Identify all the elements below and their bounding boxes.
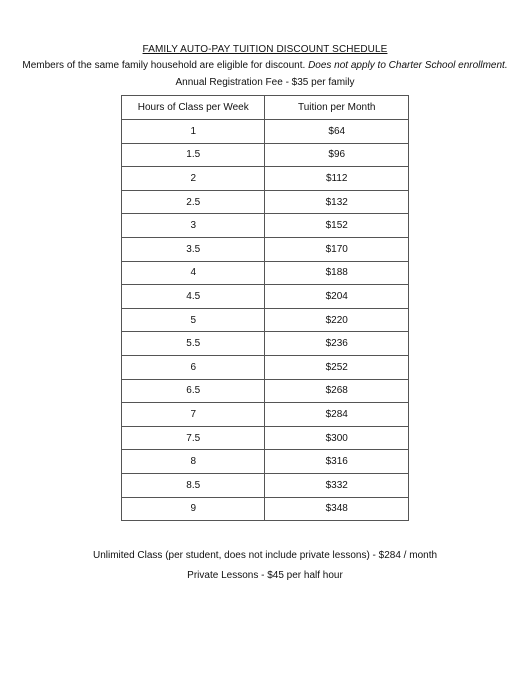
tuition-cell: $236 <box>265 332 409 356</box>
hours-cell: 5.5 <box>122 332 265 356</box>
unlimited-class-note: Unlimited Class (per student, does not include private lessons) - $284 / month <box>92 550 438 561</box>
tuition-cell: $300 <box>265 426 409 450</box>
table-row <box>122 473 409 497</box>
tuition-cell: $112 <box>265 167 409 191</box>
table-row <box>122 379 409 403</box>
table-row <box>122 450 409 474</box>
table-row <box>122 285 409 309</box>
hours-cell: 7 <box>122 403 265 427</box>
tuition-cell: $204 <box>265 285 409 309</box>
table-header-row <box>122 96 409 120</box>
table-row <box>122 167 409 191</box>
tuition-cell: $132 <box>265 190 409 214</box>
tuition-cell: $188 <box>265 261 409 285</box>
tuition-cell: $220 <box>265 308 409 332</box>
hours-cell: 2.5 <box>122 190 265 214</box>
header-hours: Hours of Class per Week <box>122 96 265 120</box>
hours-cell: 9 <box>122 497 265 521</box>
table-row <box>122 332 409 356</box>
hours-cell: 6.5 <box>122 379 265 403</box>
hours-cell: 3.5 <box>122 237 265 261</box>
table-row <box>122 403 409 427</box>
header-tuition: Tuition per Month <box>265 96 409 120</box>
tuition-cell: $170 <box>265 237 409 261</box>
table-row <box>122 355 409 379</box>
tuition-cell: $252 <box>265 355 409 379</box>
tuition-cell: $348 <box>265 497 409 521</box>
tuition-table <box>121 95 409 521</box>
table-row <box>122 497 409 521</box>
hours-cell: 7.5 <box>122 426 265 450</box>
table-row <box>122 143 409 167</box>
hours-cell: 1 <box>122 120 265 144</box>
table-row <box>122 426 409 450</box>
private-lessons-note: Private Lessons - $45 per half hour <box>187 570 343 581</box>
eligibility-text: Members of the same family household are eligible for discount. <box>22 60 309 71</box>
hours-cell: 8.5 <box>122 473 265 497</box>
table-row <box>122 237 409 261</box>
tuition-cell: $284 <box>265 403 409 427</box>
hours-cell: 5 <box>122 308 265 332</box>
table-row <box>122 190 409 214</box>
tuition-cell: $152 <box>265 214 409 238</box>
hours-cell: 1.5 <box>122 143 265 167</box>
tuition-cell: $316 <box>265 450 409 474</box>
table-row <box>122 308 409 332</box>
table-row <box>122 120 409 144</box>
hours-cell: 4 <box>122 261 265 285</box>
registration-fee: Annual Registration Fee - $35 per family <box>175 77 355 88</box>
tuition-cell: $64 <box>265 120 409 144</box>
page-title: FAMILY AUTO-PAY TUITION DISCOUNT SCHEDULE <box>142 44 388 55</box>
table-row <box>122 214 409 238</box>
table-body <box>122 120 409 521</box>
hours-cell: 6 <box>122 355 265 379</box>
table-row <box>122 261 409 285</box>
tuition-cell: $96 <box>265 143 409 167</box>
charter-exclusion-text: Does not apply to Charter School enrollment. <box>308 60 508 71</box>
tuition-cell: $268 <box>265 379 409 403</box>
hours-cell: 8 <box>122 450 265 474</box>
hours-cell: 3 <box>122 214 265 238</box>
hours-cell: 2 <box>122 167 265 191</box>
tuition-cell: $332 <box>265 473 409 497</box>
eligibility-note <box>0 60 530 71</box>
hours-cell: 4.5 <box>122 285 265 309</box>
